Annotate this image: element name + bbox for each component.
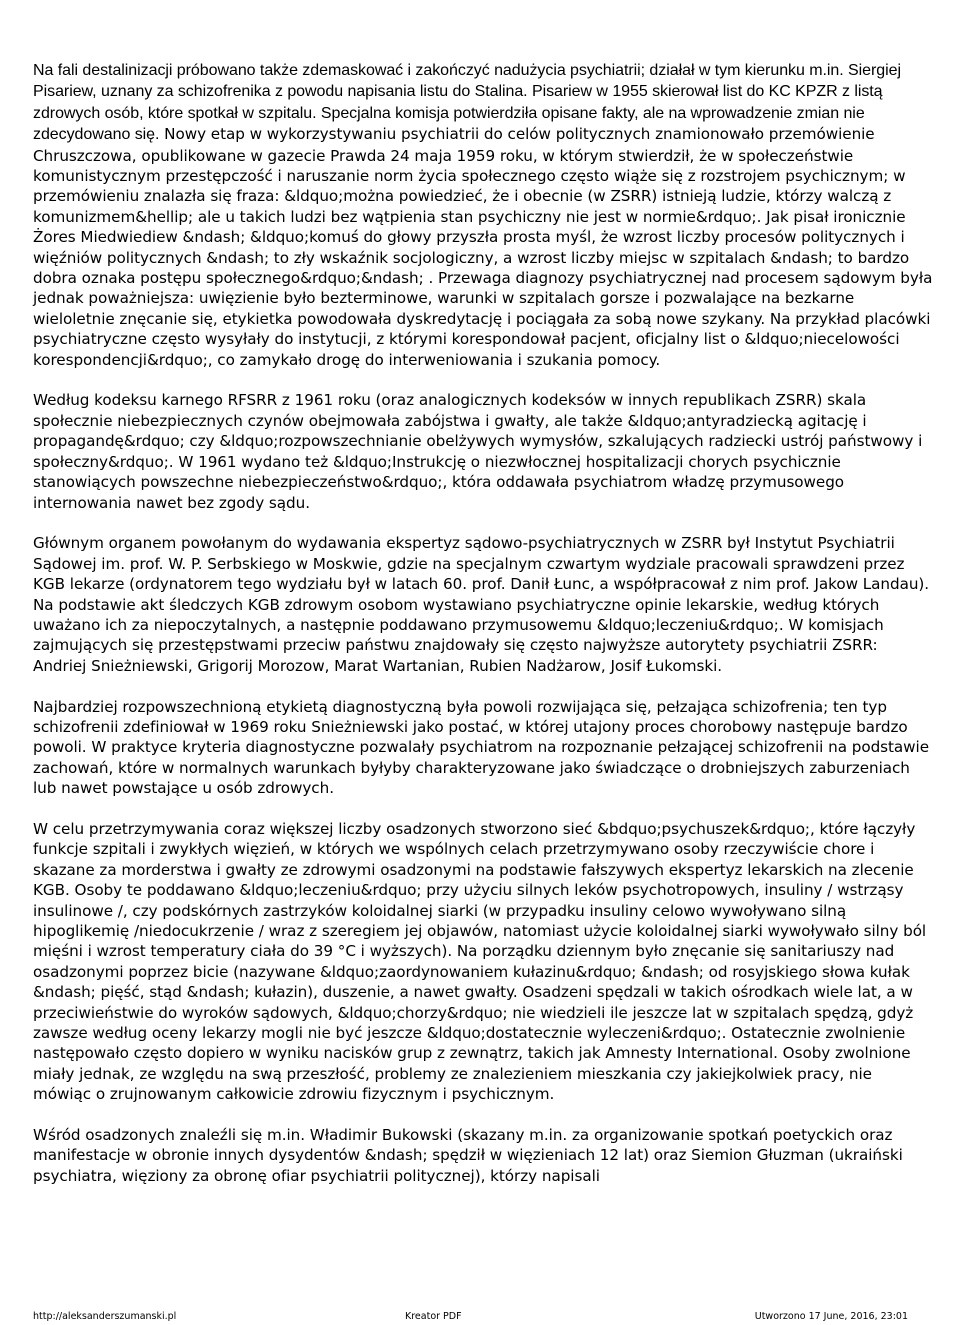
paragraph-destalinization-lead: Na fali destalinizacji próbowano także zdemaskować i zakończyć nadużycia psychiatrii; działał w tym kierunku m.in. Siergiej Pisariew, uznany za schizofrenika z powodu napisania listu do Stalina. Pisariew w 1955 skierował list do KC KPZR z listą zdrowych osób, które spotkał w szpitalu. Specjalna komisja potwierdziła opisane fakty, ale na wprowadzenie zmian nie zdecydowano się. [33,62,902,144]
paragraph-psikhushkas: W celu przetrzymywania coraz większej liczby osadzonych stworzono sieć &bdquo;psychuszek&rdquo;, które łączyły funkcje szpitali i zwykłych więzień, w których we wspólnych celach przetrzymywano osoby rzeczywiście chore i skazane za morderstwa i gwałty ze zdrowymi osadzonymi na podstawie fałszywych ekspertyz lekarskich na zlecenie KGB. Osoby te poddawano &ldquo;leczeniu&rdquo; przy użyciu silnych leków psychotropowych, insuliny / wstrząsy insulinowe /, czy podskórnych zastrzyków koloidalnej siarki (w przypadku insuliny celowo wywoływano silną hipoglikemię /niedocukrzenie / wraz z szeregiem jej objawów, natomiast użycie koloidalnej siarki wywoływało silny ból mięśni i wzrost temperatury ciała do 39 °C i wyższych). Na porządku dziennym było znęcanie się sanitariuszy nad osadzonymi poprzez bicie (nazywane &ldquo;zaordynowaniem kułazinu&rdquo; &ndash; od rosyjskiego słowa kułak &ndash; pięść, stąd &ndash; kułazin), duszenie, a nawet gwałty. Osadzeni spędzali w takich ośrodkach wiele lat, a w przeciwieństwie do wyroków sądowych, &ldquo;chorzy&rdquo; nie wiedzieli ile jeszcze lat w szpitalach spędzą, gdyż zawsze według oceny lekarzy mogli nie być jeszcze &ldquo;dostatecznie wyleczeni&rdquo;. Ostatecznie zwolnienie następowało często dopiero w wyniku nacisków grup z zewnątrz, takich jak Amnesty International. Osoby zwolnione miały jednak, ze względu na swą przeszłość, problemy ze znalezieniem mieszkania czy jakiejkolwiek pracy, nie mówiąc o zrujnowanym całkowicie zdrowiu fizycznym i psychicznym. [33,819,927,1104]
paragraph-penal-code: Według kodeksu karnego RFSRR z 1961 roku (oraz analogicznych kodeksów w innych republikach ZSRR) skala społecznie niebezpiecznych czynów obejmowała zabójstwa i gwałty, ale także &ldquo;antyradziecką agitację i propagandę&rdquo; czy &ldquo;rozpowszechnianie obelżywych wymysłów, szkalujących radziecki ustrój państwowy i społeczny&rdquo;. W 1961 wydano też &ldquo;Instrukcję o niezwłocznej hospitalizacji chorych psychicznie stanowiących powszechne niebezpieczeństwo&rdquo;, która oddawała psychiatrom władzę przymusowego internowania nawet bez zgody sądu. [33,391,923,512]
paragraph-serbsky-institute: Głównym organem powołanym do wydawania ekspertyz sądowo-psychiatrycznych w ZSRR był Instytut Psychiatrii Sądowej im. prof. W. P. Serbskiego w Moskwie, gdzie na specjalnym czwartym wydziale pracowali sprawdzeni przez KGB lekarze (ordynatorem tego wydziału był w latach 60. prof. Danił Łunc, a współpracował z nim prof. Jakow Landau). Na podstawie akt śledczych KGB zdrowym osobom wystawiano psychiatryczne opinie lekarskie, według których uważano ich za niepoczytalnych, a następnie poddawano przymusowemu &ldquo;leczeniu&rdquo;. W komisjach zajmujących się przestępstwami przeciw państwu znajdowały się często najwyższe autorytety psychiatrii ZSRR: Andriej Snieżniewski, Grigorij Morozow, Marat Wartanian, Rubien Nadżarow, Josif Łukomski. [33,534,930,675]
document-body [33,60,933,1207]
footer-created-date: Utworzono 17 June, 2016, 23:01 [754,1311,908,1322]
paragraph-sluggish-schizophrenia: Najbardziej rozpowszechnioną etykietą diagnostyczną była powoli rozwijająca się, pełzająca schizofrenia; ten typ schizofrenii zdefiniował w 1969 roku Snieżniewski jako postać, w której utajony proces chorobowy następuje bardzo powoli. W praktyce kryteria diagnostyczne pozwalały psychiatrom na rozpoznanie pełzającej schizofrenii na podstawie zachowań, które w normalnych warunkach byłyby charakteryzowane jako świadczące o drobniejszych zaburzeniach lub nawet powstające u osób zdrowych. [33,697,930,798]
paragraph-destalinization-rest: Nowy etap w wykorzystywaniu psychiatrii do celów politycznych znamionowało przemówienie Chruszczowa, opublikowane w gazecie Prawda 24 maja 1959 roku, w którym stwierdził, że w społeczeństwie komunistycznym przestępczość i naruszanie norm życia społecznego często wiąże się z rozstrojem psychicznym; w przemówieniu znalazła się fraza: &ldquo;można powiedzieć, że i obecnie (w ZSRR) istnieją ludzie, którzy walczą z komunizmem&hellip; ale u takich ludzi bez wątpienia stan psychiczny nie jest w normie&rdquo;. Jak pisał ironicznie Żores Miedwiediew &ndash; &ldquo;komuś do głowy przyszła prosta myśl, że wzrost liczby procesów politycznych i więźniów politycznych &ndash; to zły wskaźnik socjologiczny, a wzrost liczby miejsc w szpitalach &ndash; to bardzo dobra oznaka postępu społecznego&rdquo;&ndash; . Przewaga diagnozy psychiatrycznej nad procesem sądowym była jednak poważniejsza: uwięzienie było bezterminowe, warunki w szpitalach gorsze i pozwalające na bezkarne wieloletnie znęcanie się, etykietka powodowała dyskredytację i pociągała za sobą nowe szykany. Na przykład placówki psychiatryczne często wysyłały do instytucji, z którymi korespondował pacjent, oficjalny list o &ldquo;niecelowości korespondencji&rdquo;, co zamykało drogę do interweniowania i szukania pomocy. [33,125,933,369]
paragraph-destalinization [33,60,933,370]
footer-url-link[interactable]: http://aleksanderszumanski.pl [33,1311,177,1322]
page-footer [33,1311,908,1323]
footer-generator: Kreator PDF [405,1311,462,1322]
paragraph-inmates: Wśród osadzonych znaleźli się m.in. Władimir Bukowski (skazany m.in. za organizowanie spotkań poetyckich oraz manifestacje w obronie innych dysydentów &ndash; spędził w więzieniach 12 lat) oraz Siemion Głuzman (ukraiński psychiatra, więziony za obronę ofiar psychiatrii politycznej), którzy napisali [33,1126,903,1185]
